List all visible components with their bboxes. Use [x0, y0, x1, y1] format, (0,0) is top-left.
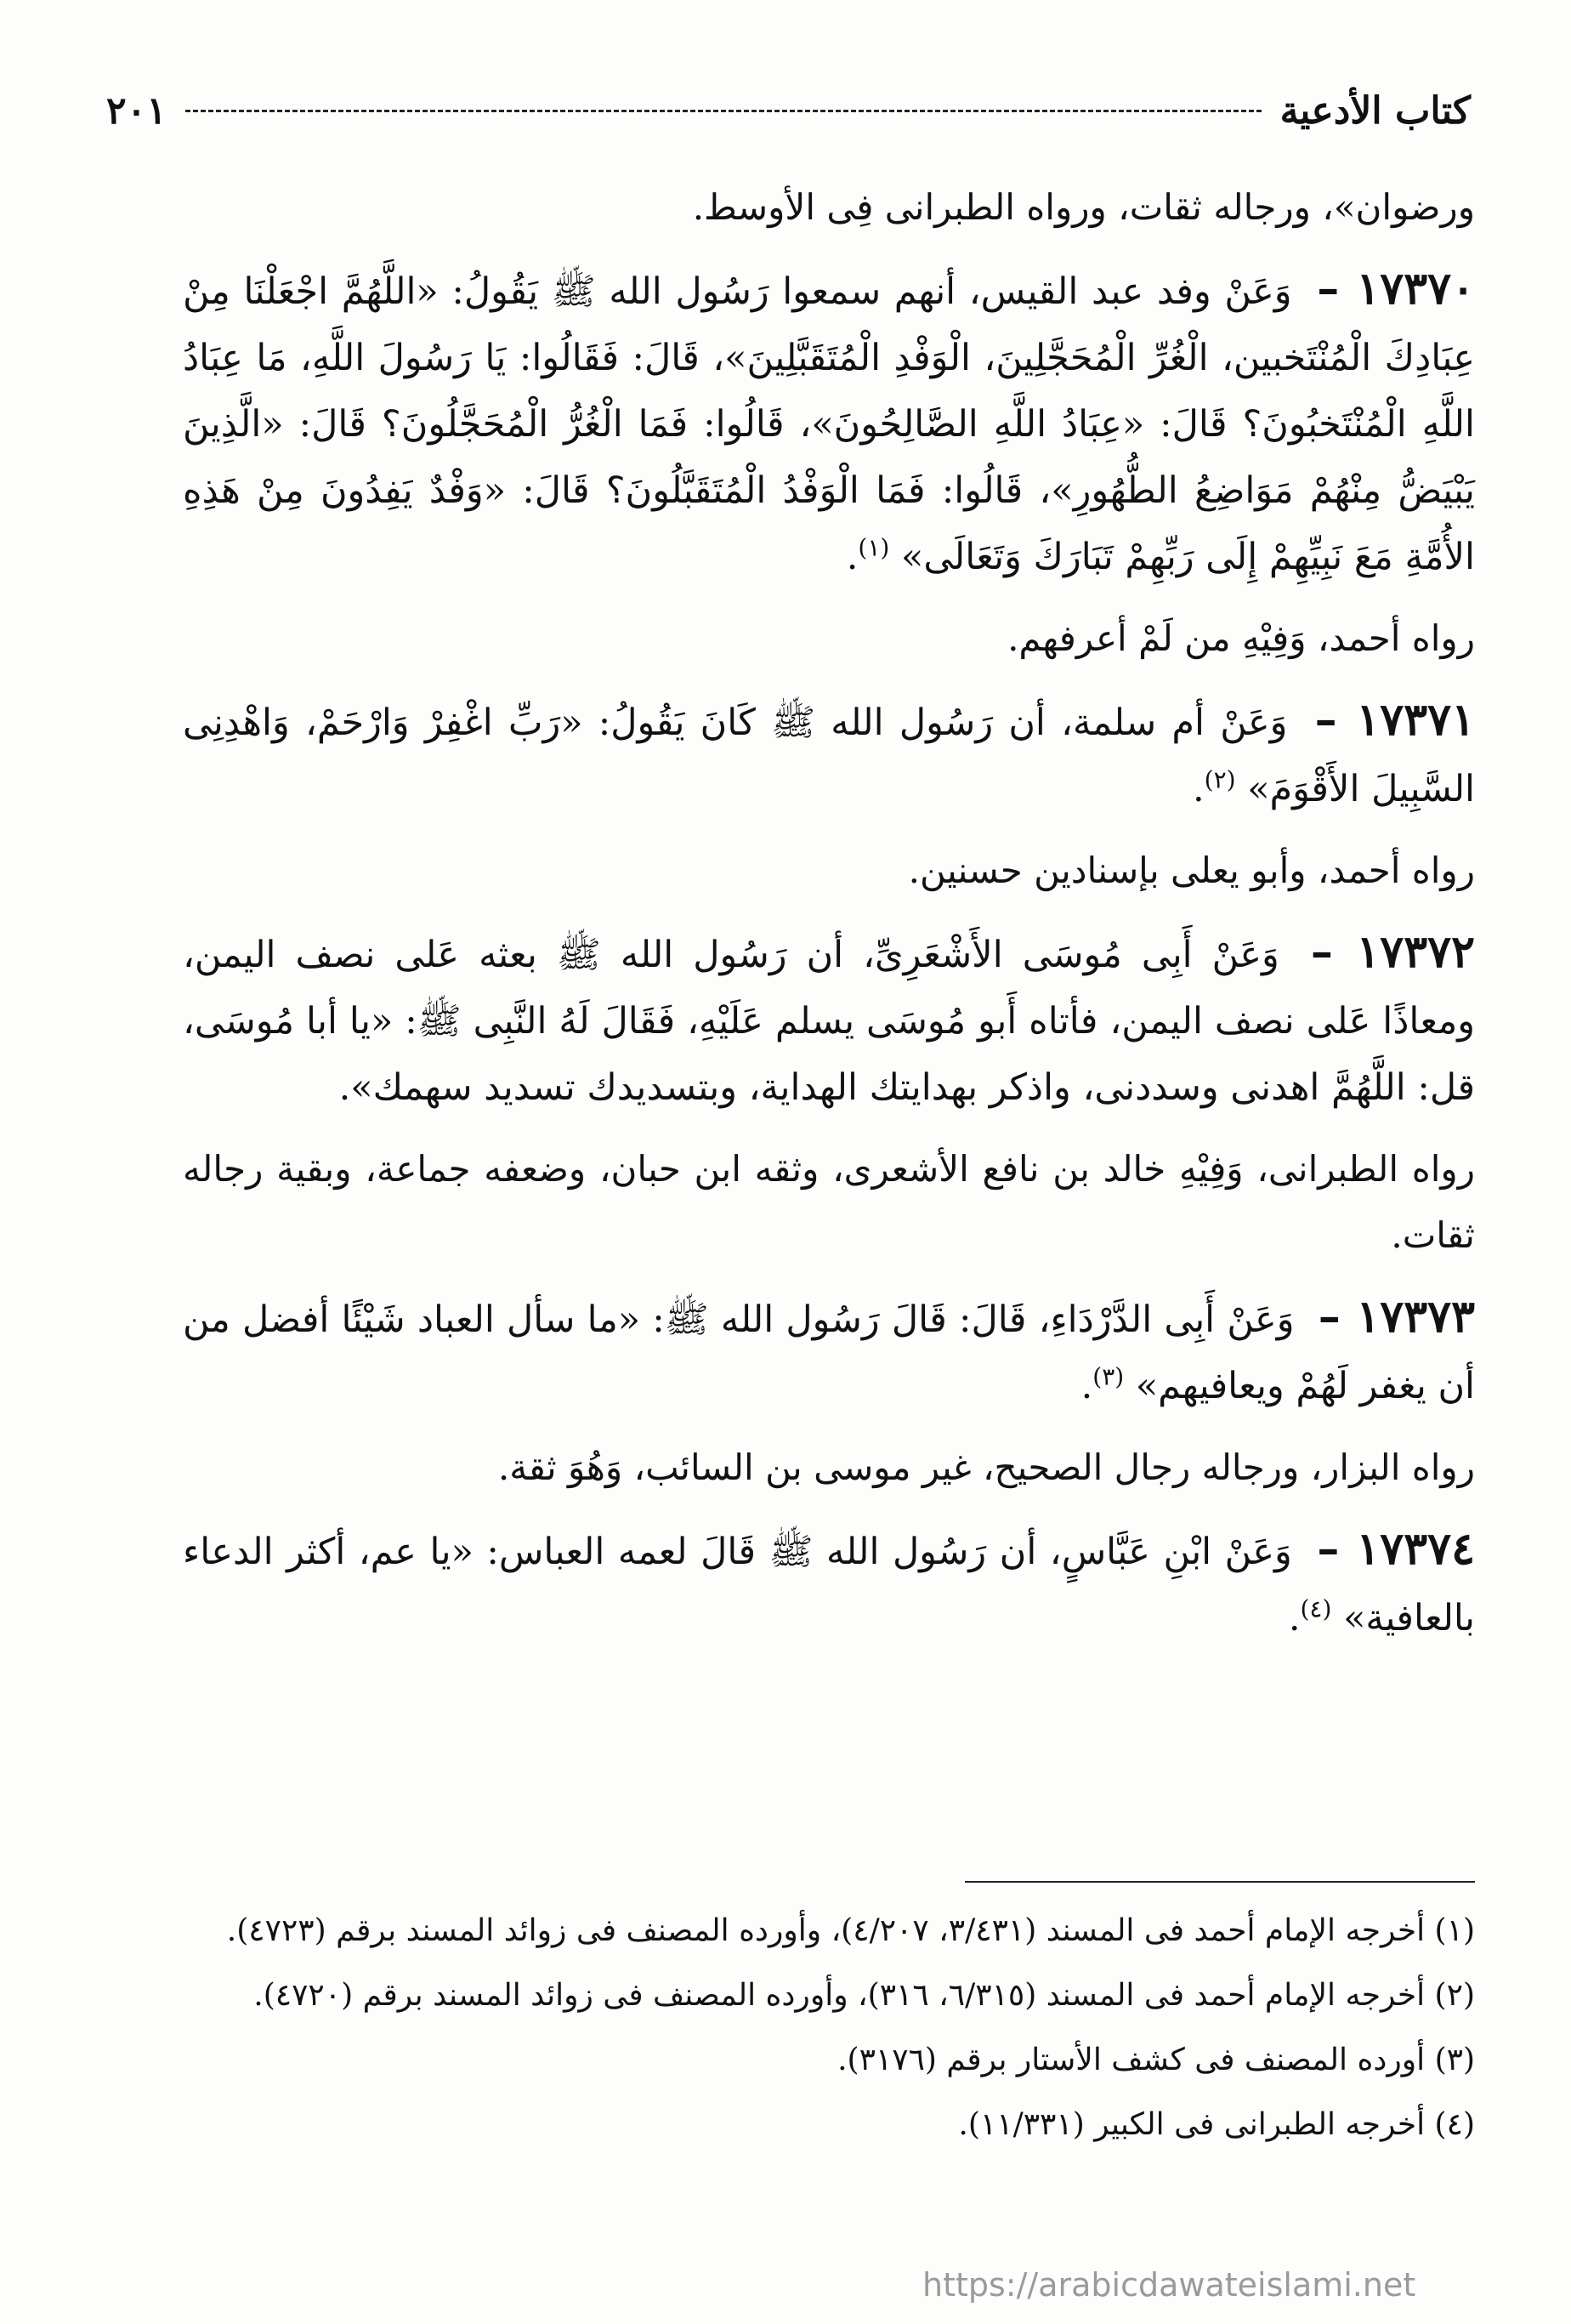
- hadith-text: وَعَنْ أَبِى مُوسَى الأَشْعَرِىِّ، أن رَسُول الله ﷺ بعثه عَلى نصف اليمن، ومعاذًا عَلى نصف اليمن، فأتاه أَبو مُوسَى يسلم عَلَيْهِ، فَقَالَ لَهُ النَّبِى ﷺ: «يا أبا مُوسَى، قل: اللَّهُمَّ اهدنى وسددنى، واذكر بهدايتك الهداية، وبتسديدك تسديد سهمك».: [183, 934, 1475, 1109]
- footnote-4: (٤) أخرجه الطبرانى فى الكبير (١١/٣٣١).: [958, 2107, 1475, 2142]
- paragraph-text: رواه البزار، ورجاله رجال الصحيح، غير موسى بن السائب، وَهُوَ ثقة.: [497, 1446, 1475, 1488]
- hadith-17371: ١٧٣٧١ – وَعَنْ أم سلمة، أن رَسُول الله ﷺ كَانَ يَقُولُ: «رَبِّ اغْفِرْ وَارْحَمْ، وَاهْدِنِى السَّبِيلَ الأَقْوَمَ» $^{(٢)}$.: [183, 694, 1475, 810]
- paragraph-text: ورضوان»، ورجاله ثقات، ورواه الطبرانى فِى الأوسط.: [692, 186, 1475, 228]
- running-header: [106, 81, 1471, 140]
- source-note: [183, 1435, 1475, 1501]
- paragraph-text: رواه الطبرانى، وَفِيْهِ خالد بن نافع الأشعرى، وثقه ابن حبان، وضعفه جماعة، وبقية رجاله ثقات.: [183, 1148, 1476, 1256]
- hadith-text: وَعَنْ أم سلمة، أن رَسُول الله ﷺ كَانَ يَقُولُ: «رَبِّ اغْفِرْ وَارْحَمْ، وَاهْدِنِى السَّبِيلَ الأَقْوَمَ»: [183, 702, 1475, 810]
- hadith-number: ١٧٣٧٤ –: [1317, 1523, 1475, 1575]
- footnote-divider: [965, 1881, 1475, 1883]
- header-dashed-rule: [185, 110, 1262, 112]
- footnote-1: (١) أخرجه الإمام أحمد فى المسند (٣/٤٣١، ٤/٢٠٧)، وأورده المصنف فى زوائد المسند برقم (٤٧٢٣).: [226, 1913, 1475, 1948]
- page-number: ٢٠١: [106, 88, 167, 133]
- hadith-text: وَعَنْ وفد عبد القيس، أنهم سمعوا رَسُول الله ﷺ يَقُولُ: «اللَّهُمَّ اجْعَلْنَا مِنْ عِبَادِكَ الْمُنْتَخبين، الْغُرِّ الْمُحَجَّلِينَ، الْوَفْدِ الْمُتَقَبَّلِينَ»، قَالَ: فَقَالُوا: يَا رَسُولَ اللَّهِ، مَا عِبَادُ اللَّهِ الْمُنْتَخبُونَ؟ قَالَ: «عِبَادُ اللَّهِ الصَّالِحُونَ»، قَالُوا: فَمَا الْغُرُّ الْمُحَجَّلُونَ؟ قَالَ: «الَّذِينَ يَبْيَضُّ مِنْهُمْ مَوَاضِعُ الطُّهُورِ»، قَالُوا: فَمَا الْوَفْدُ الْمُتَقَبَّلُونَ؟ قَالَ: «وَفْدٌ يَفِدُونَ مِنْ هَذِهِ الأُمَّةِ مَعَ نَبِيِّهِمْ إِلَى رَبِّهِمْ تَبَارَكَ وَتَعَالَى»: [183, 270, 1475, 578]
- footnotes: [166, 1905, 1475, 2163]
- footnote-2: (٢) أخرجه الإمام أحمد فى المسند (٦/٣١٥، ٣١٦)، وأورده المصنف فى زوائد المسند برقم (٤٧٢٠).: [253, 1978, 1475, 2013]
- hadith-17373: ١٧٣٧٣ – وَعَنْ أَبِى الدَّرْدَاءِ، قَالَ: قَالَ رَسُول الله ﷺ: «ما سأل العباد شَيْئًا أفضل من أن يغفر لَهُمْ ويعافيهم» $^{(٣)}$.: [183, 1291, 1475, 1407]
- hadith-17370: ١٧٣٧٠ – وَعَنْ وفد عبد القيس، أنهم سمعوا رَسُول الله ﷺ يَقُولُ: «اللَّهُمَّ اجْعَلْنَا مِنْ عِبَادِكَ الْمُنْتَخبين، الْغُرِّ الْمُحَجَّلِينَ، الْوَفْدِ الْمُتَقَبَّلِينَ»، قَالَ: فَقَالُوا: يَا رَسُولَ اللَّهِ، مَا عِبَادُ اللَّهِ الْمُنْتَخبُونَ؟ قَالَ: «عِبَادُ اللَّهِ الصَّالِحُونَ»، قَالُوا: فَمَا الْغُرُّ الْمُحَجَّلُونَ؟ قَالَ: «الَّذِينَ يَبْيَضُّ مِنْهُمْ مَوَاضِعُ الطُّهُورِ»، قَالُوا: فَمَا الْوَفْدُ الْمُتَقَبَّلُونَ؟ قَالَ: «وَفْدٌ يَفِدُونَ مِنْ هَذِهِ الأُمَّةِ مَعَ نَبِيِّهِمْ إِلَى رَبِّهِمْ تَبَارَكَ وَتَعَالَى» $^{(١)}$.: [183, 263, 1476, 578]
- hadith-number: ١٧٣٧١ –: [1314, 694, 1475, 746]
- footnote-marker[interactable]: (٢): [1204, 765, 1236, 794]
- hadith-number: ١٧٣٧٣ –: [1318, 1291, 1475, 1343]
- chapter-title: كتاب الأدعية: [1279, 88, 1471, 133]
- footnote-marker[interactable]: (٣): [1092, 1362, 1125, 1391]
- hadith-text: وَعَنْ أَبِى الدَّرْدَاءِ، قَالَ: قَالَ رَسُول الله ﷺ: «ما سأل العباد شَيْئًا أفضل من أن يغفر لَهُمْ ويعافيهم»: [183, 1298, 1475, 1407]
- paragraph-text: رواه أحمد، وأبو يعلى بإسنادين حسنين.: [908, 849, 1475, 891]
- source-note: [183, 1136, 1475, 1269]
- hadith-17372: [183, 919, 1475, 1121]
- source-note: [183, 174, 1475, 241]
- footnote-marker[interactable]: (١): [858, 533, 890, 562]
- watermark-url: https://arabicdawateislami.net: [922, 2266, 1416, 2304]
- source-note: [183, 838, 1475, 904]
- hadith-text: وَعَنْ ابْنِ عَبَّاسٍ، أن رَسُول الله ﷺ قَالَ لعمه العباس: «يا عم، أكثر الدعاء بالعافية»: [183, 1531, 1475, 1639]
- footnote-marker[interactable]: (٤): [1300, 1594, 1332, 1623]
- paragraph-text: رواه أحمد، وَفِيْهِ من لَمْ أعرفهم.: [1007, 617, 1475, 659]
- page-body: [183, 174, 1475, 1667]
- footnote-3: (٣) أورده المصنف فى كشف الأستار برقم (٣١٧٦).: [837, 2043, 1475, 2077]
- hadith-17374: ١٧٣٧٤ – وَعَنْ ابْنِ عَبَّاسٍ، أن رَسُول الله ﷺ قَالَ لعمه العباس: «يا عم، أكثر الدعاء بالعافية» $^{(٤)}$.: [183, 1523, 1475, 1639]
- source-note: [183, 605, 1475, 672]
- hadith-number: ١٧٣٧٠ –: [1317, 263, 1476, 315]
- hadith-number: ١٧٣٧٢ –: [1310, 926, 1475, 978]
